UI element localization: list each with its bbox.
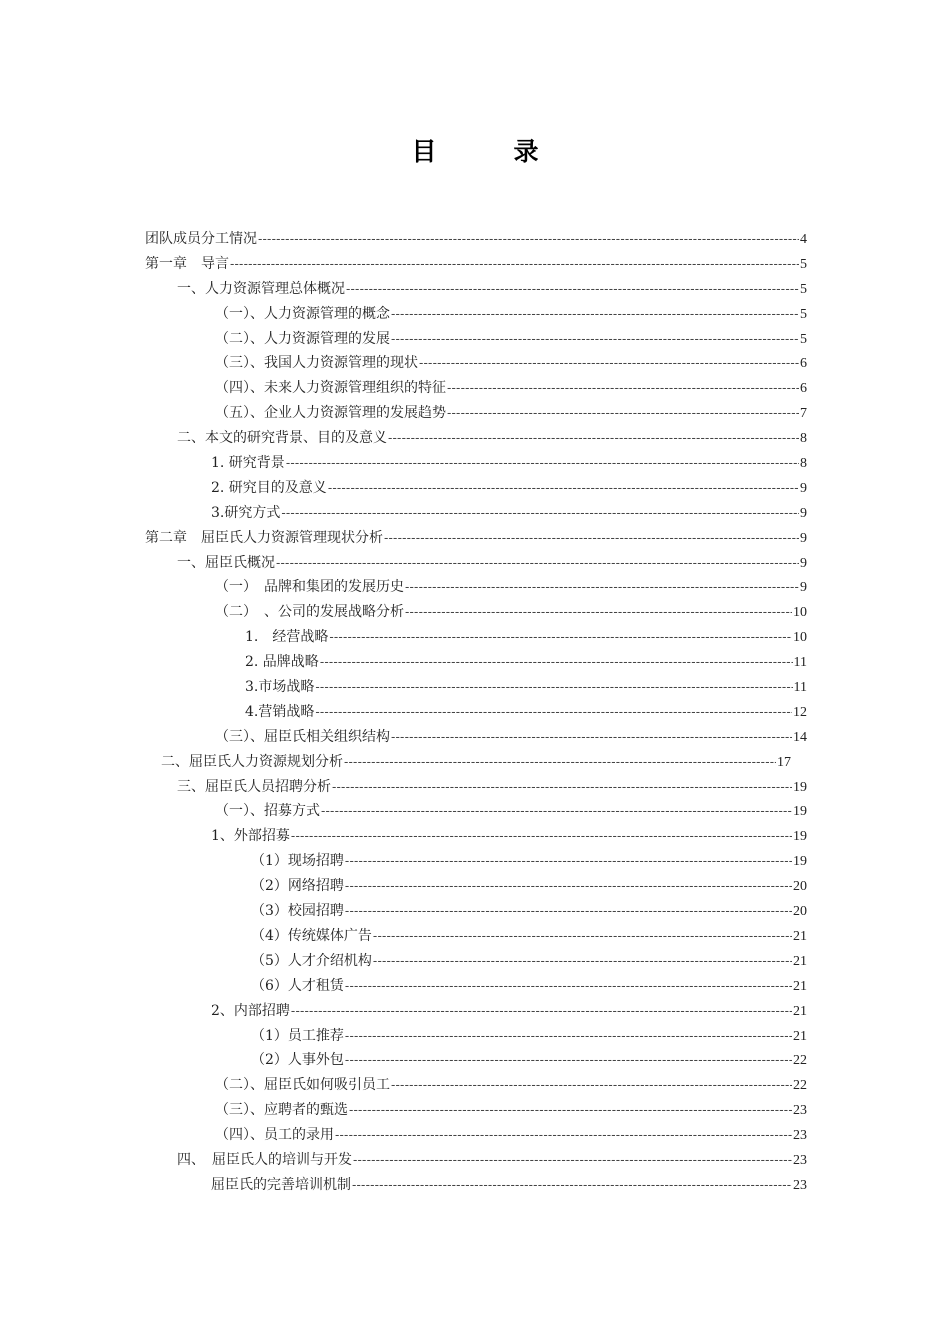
- toc-entry-page-number: 21: [793, 1003, 807, 1019]
- toc-entry[interactable]: [145, 650, 807, 675]
- dot-leader: [391, 302, 799, 327]
- toc-entry-label: 1. 经营战略: [245, 629, 329, 646]
- toc-entry[interactable]: [145, 1173, 807, 1198]
- dot-leader: [345, 1048, 792, 1073]
- dot-leader: [321, 799, 792, 824]
- toc-entry-label: 2. 品牌战略: [245, 654, 319, 671]
- toc-entry-page-number: 21: [793, 928, 807, 944]
- toc-entry[interactable]: [145, 1048, 807, 1073]
- toc-entry-page-number: 9: [800, 505, 807, 521]
- toc-entry-page-number: 21: [793, 1028, 807, 1044]
- dot-leader: [391, 1073, 792, 1098]
- dot-leader: [276, 551, 799, 576]
- dot-leader: [315, 700, 792, 725]
- toc-entry-label: （五）、企业人力资源管理的发展趋势: [215, 405, 446, 422]
- toc-entry-label: 4.营销战略: [245, 703, 315, 720]
- dot-leader: [344, 750, 776, 775]
- dot-leader: [315, 675, 792, 700]
- toc-entry[interactable]: [145, 725, 807, 750]
- toc-entry-label: 1、外部招募: [211, 828, 290, 845]
- toc-entry[interactable]: [145, 974, 807, 999]
- toc-entry-page-number: 23: [793, 1103, 807, 1119]
- toc-entry-page-number: 8: [800, 456, 807, 472]
- toc-entry-label: 二、屈臣氏人力资源规划分析: [161, 753, 343, 770]
- dot-leader: [447, 376, 799, 401]
- toc-entry-label: 3.研究方式: [211, 504, 281, 521]
- toc-entry[interactable]: [145, 750, 791, 775]
- toc-entry-label: （6）人才租赁: [251, 977, 344, 994]
- toc-entry[interactable]: [145, 426, 807, 451]
- dot-leader: [405, 600, 792, 625]
- toc-entry-label: （4）传统媒体广告: [251, 927, 372, 944]
- toc-entry[interactable]: [145, 949, 807, 974]
- toc-entry-label: （三）、我国人力资源管理的现状: [215, 355, 418, 372]
- toc-entry-page-number: 23: [793, 1128, 807, 1144]
- toc-entry-label: 三、屈臣氏人员招聘分析: [177, 778, 331, 795]
- toc-entry-page-number: 9: [800, 580, 807, 596]
- toc-entry-label: （一）、人力资源管理的概念: [215, 305, 390, 322]
- page-title: 目 录: [411, 137, 565, 166]
- dot-leader: [332, 775, 792, 800]
- toc-entry[interactable]: [145, 675, 807, 700]
- toc-entry-page-number: 11: [793, 655, 807, 671]
- toc-entry-page-number: 6: [800, 356, 807, 372]
- toc-entry[interactable]: [145, 700, 807, 725]
- toc-entry[interactable]: [145, 600, 807, 625]
- dot-leader: [391, 725, 792, 750]
- toc-entry[interactable]: [145, 1024, 807, 1049]
- dot-leader: [335, 1123, 792, 1148]
- toc-entry[interactable]: [145, 401, 807, 426]
- toc-entry-label: （1）员工推荐: [251, 1027, 344, 1044]
- toc-entry[interactable]: [145, 775, 807, 800]
- toc-entry[interactable]: [145, 999, 807, 1024]
- toc-entry-label: （1）现场招聘: [251, 853, 344, 870]
- toc-entry[interactable]: [145, 501, 807, 526]
- dot-leader: [447, 401, 799, 426]
- toc-entry-page-number: 19: [793, 804, 807, 820]
- toc-entry-label: （3）校园招聘: [251, 903, 344, 920]
- toc-entry-page-number: 9: [800, 530, 807, 546]
- toc-entry-page-number: 21: [793, 978, 807, 994]
- toc-entry-page-number: 11: [793, 680, 807, 696]
- dot-leader: [373, 949, 792, 974]
- dot-leader: [258, 227, 799, 252]
- toc-entry[interactable]: [145, 1123, 807, 1148]
- toc-entry[interactable]: [145, 625, 807, 650]
- toc-entry-page-number: 14: [793, 729, 807, 745]
- toc-entry[interactable]: [145, 376, 807, 401]
- dot-leader: [291, 999, 792, 1024]
- toc-entry-label: （三）、屈臣氏相关组织结构: [215, 728, 390, 745]
- toc-entry-page-number: 9: [800, 555, 807, 571]
- toc-entry-page-number: 8: [800, 431, 807, 447]
- toc-entry-page-number: 20: [793, 879, 807, 895]
- toc-entry-label: （二）、人力资源管理的发展: [215, 330, 390, 347]
- dot-leader: [419, 351, 799, 376]
- toc-entry[interactable]: [145, 351, 807, 376]
- toc-entry-label: 屈臣氏的完善培训机制: [211, 1176, 351, 1193]
- toc-entry[interactable]: [145, 526, 807, 551]
- dot-leader: [286, 451, 799, 476]
- toc-entry-page-number: 9: [800, 480, 807, 496]
- toc-entry[interactable]: [145, 1073, 807, 1098]
- toc-entry-label: （四）、未来人力资源管理组织的特征: [215, 380, 446, 397]
- toc-entry-label: 2、内部招聘: [211, 1002, 290, 1019]
- dot-leader: [328, 476, 799, 501]
- toc-entry-label: （2）网络招聘: [251, 878, 344, 895]
- toc-entry-page-number: 19: [793, 854, 807, 870]
- toc-entry[interactable]: [145, 252, 807, 277]
- toc-entry-label: 第二章 屈臣氏人力资源管理现状分析: [145, 529, 383, 546]
- toc-entry[interactable]: [145, 302, 807, 327]
- toc-entry-page-number: 7: [800, 406, 807, 422]
- toc-entry[interactable]: [145, 799, 807, 824]
- dot-leader: [345, 874, 792, 899]
- dot-leader: [281, 501, 799, 526]
- toc-entry-page-number: 22: [793, 1078, 807, 1094]
- toc-entry-page-number: 23: [793, 1177, 807, 1193]
- toc-entry-label: 第一章 导言: [145, 255, 229, 272]
- toc-entry[interactable]: [145, 874, 807, 899]
- dot-leader: [345, 974, 792, 999]
- toc-entry-page-number: 21: [793, 953, 807, 969]
- dot-leader: [353, 1148, 792, 1173]
- dot-leader: [345, 1024, 792, 1049]
- dot-leader: [388, 426, 799, 451]
- toc-entry-label: （三）、应聘者的甄选: [215, 1102, 348, 1119]
- toc-entry-page-number: 20: [793, 904, 807, 920]
- toc-entry[interactable]: [145, 824, 807, 849]
- dot-leader: [320, 650, 793, 675]
- toc-entry-page-number: 10: [793, 605, 807, 621]
- toc-entry-page-number: 4: [800, 232, 807, 247]
- toc-entry[interactable]: [145, 575, 807, 600]
- toc-entry-label: 一、屈臣氏概况: [177, 554, 275, 571]
- toc-entry[interactable]: [145, 451, 807, 476]
- table-of-contents: [145, 227, 807, 1198]
- toc-entry-label: 1. 研究背景: [211, 455, 285, 472]
- toc-entry-label: （二） 、公司的发展战略分析: [215, 604, 404, 621]
- toc-entry-label: 3.市场战略: [245, 679, 315, 696]
- toc-entry-label: （二）、屈臣氏如何吸引员工: [215, 1077, 390, 1094]
- dot-leader: [230, 252, 799, 277]
- toc-entry-page-number: 5: [800, 331, 807, 347]
- toc-entry-page-number: 22: [793, 1053, 807, 1069]
- toc-entry[interactable]: [145, 849, 807, 874]
- toc-entry-page-number: 10: [793, 630, 807, 646]
- dot-leader: [373, 924, 792, 949]
- toc-entry-label: 2. 研究目的及意义: [211, 479, 327, 496]
- dot-leader: [345, 849, 792, 874]
- toc-entry-label: 二、本文的研究背景、目的及意义: [177, 430, 387, 447]
- toc-entry-label: （一） 品牌和集团的发展历史: [215, 579, 404, 596]
- toc-entry-label: （5）人才介绍机构: [251, 952, 372, 969]
- toc-entry[interactable]: [145, 327, 807, 352]
- dot-leader: [391, 327, 799, 352]
- toc-entry[interactable]: [145, 924, 807, 949]
- toc-entry-page-number: 5: [800, 306, 807, 322]
- toc-entry-page-number: 5: [800, 281, 807, 297]
- dot-leader: [352, 1173, 792, 1198]
- toc-entry[interactable]: [145, 899, 807, 924]
- toc-entry[interactable]: [145, 227, 807, 252]
- toc-entry-page-number: 5: [800, 256, 807, 272]
- dot-leader: [291, 824, 792, 849]
- toc-entry-page-number: 23: [793, 1152, 807, 1168]
- toc-entry-label: 团队成员分工情况: [145, 231, 257, 247]
- toc-entry[interactable]: [145, 476, 807, 501]
- toc-entry-label: （四）、员工的录用: [215, 1127, 334, 1144]
- toc-entry-page-number: 12: [793, 704, 807, 720]
- dot-leader: [349, 1098, 792, 1123]
- toc-entry-page-number: 6: [800, 381, 807, 397]
- dot-leader: [345, 899, 792, 924]
- toc-entry-label: （2）人事外包: [251, 1052, 344, 1069]
- toc-entry[interactable]: [145, 551, 807, 576]
- toc-entry-page-number: 17: [777, 754, 791, 770]
- toc-entry-label: （一）、招募方式: [215, 803, 320, 820]
- dot-leader: [405, 575, 799, 600]
- dot-leader: [384, 526, 799, 551]
- toc-entry-label: 四、 屈臣氏人的培训与开发: [177, 1151, 352, 1168]
- toc-entry[interactable]: [145, 277, 807, 302]
- toc-entry-label: 一、人力资源管理总体概况: [177, 280, 345, 297]
- toc-entry-page-number: 19: [793, 779, 807, 795]
- dot-leader: [346, 277, 799, 302]
- dot-leader: [329, 625, 792, 650]
- toc-entry-page-number: 19: [793, 829, 807, 845]
- toc-entry[interactable]: [145, 1148, 807, 1173]
- toc-entry[interactable]: [145, 1098, 807, 1123]
